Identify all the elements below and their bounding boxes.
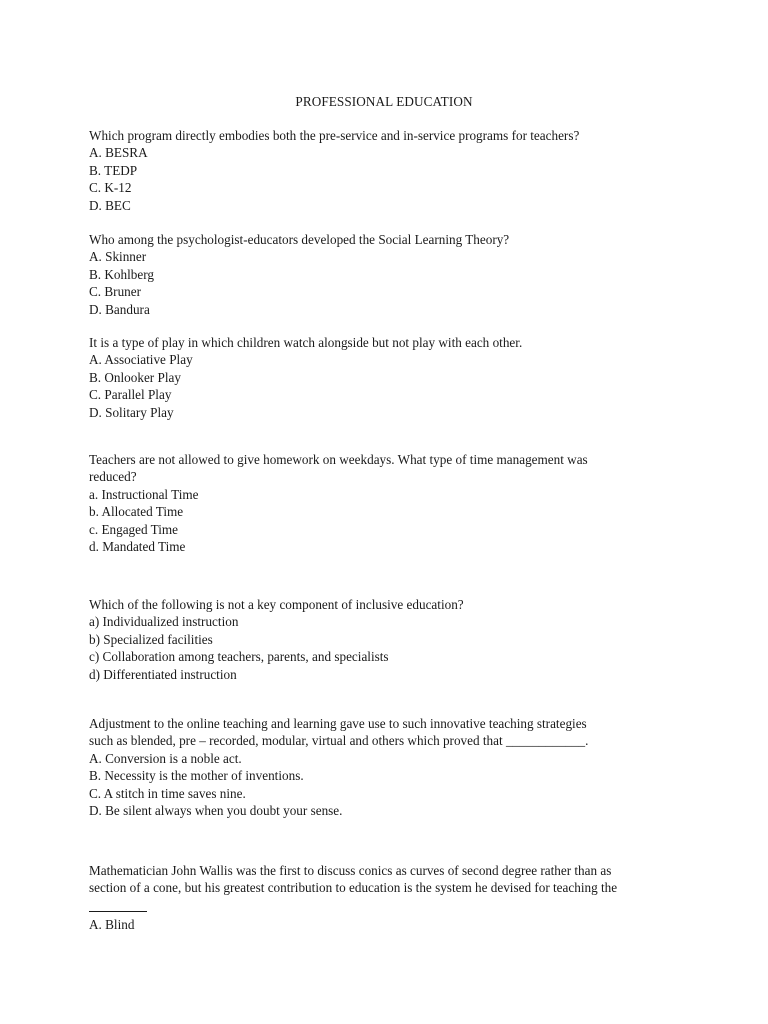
question-7-answer-blank (89, 897, 679, 916)
question-2-option-a: A. Skinner (89, 249, 147, 265)
question-6-option-b: B. Necessity is the mother of inventions. (89, 768, 304, 784)
question-5-option-a: a) Individualized instruction (89, 614, 239, 630)
question-6-option-a: A. Conversion is a noble act. (89, 750, 242, 766)
question-5-option-d: d) Differentiated instruction (89, 666, 237, 682)
question-7-option-a: A. Blind (89, 917, 135, 933)
question-5 (89, 596, 679, 683)
question-7-stem-line-1: Mathematician John Wallis was the first to discuss conics as curves of second degree rather than as (89, 863, 612, 878)
question-3-option-a: A. Associative Play (89, 352, 193, 368)
question-2-stem: Who among the psychologist-educators developed the Social Learning Theory? (89, 232, 510, 247)
question-2-option-d: D. Bandura (89, 301, 150, 317)
question-3-stem: It is a type of play in which children watch alongside but not play with each other. (89, 335, 523, 350)
question-4-option-c: c. Engaged Time (89, 521, 179, 537)
question-5-stem: Which of the following is not a key component of inclusive education? (89, 597, 464, 612)
question-4-option-d: d. Mandated Time (89, 539, 186, 555)
question-3-option-c: C. Parallel Play (89, 387, 172, 403)
question-7 (89, 862, 679, 934)
question-3-option-b: B. Onlooker Play (89, 369, 181, 385)
question-4-stem-line-2: reduced? (89, 469, 137, 485)
question-1 (89, 127, 679, 214)
question-5-option-c: c) Collaboration among teachers, parents, and specialists (89, 649, 389, 665)
question-4-stem-line-1: Teachers are not allowed to give homework on weekdays. What type of time management was (89, 452, 588, 467)
question-1-option-c: C. K-12 (89, 180, 132, 196)
page-title: PROFESSIONAL EDUCATION (295, 94, 473, 109)
question-6-stem-line-2: such as blended, pre – recorded, modular, virtual and others which proved that ____________. (89, 733, 589, 749)
question-3 (89, 334, 679, 421)
question-1-option-d: D. BEC (89, 197, 131, 213)
answer-blank-underline (89, 897, 147, 912)
question-4-option-b: b. Allocated Time (89, 504, 184, 520)
question-6-option-d: D. Be silent always when you doubt your sense. (89, 803, 343, 819)
question-1-option-b: B. TEDP (89, 162, 138, 178)
question-2 (89, 231, 679, 318)
question-4 (89, 451, 679, 555)
question-3-option-d: D. Solitary Play (89, 404, 174, 420)
question-6 (89, 715, 679, 819)
question-1-stem: Which program directly embodies both the pre-service and in-service programs for teachers? (89, 128, 580, 143)
question-2-option-c: C. Bruner (89, 284, 142, 300)
question-2-option-b: B. Kohlberg (89, 266, 154, 282)
question-1-option-a: A. BESRA (89, 145, 148, 161)
question-6-option-c: C. A stitch in time saves nine. (89, 785, 246, 801)
question-4-option-a: a. Instructional Time (89, 486, 199, 502)
question-5-option-b: b) Specialized facilities (89, 631, 213, 647)
question-6-stem-line-1: Adjustment to the online teaching and learning gave use to such innovative teaching strategies (89, 716, 587, 731)
question-7-stem-line-2: section of a cone, but his greatest contribution to education is the system he devised for teaching the (89, 880, 618, 896)
